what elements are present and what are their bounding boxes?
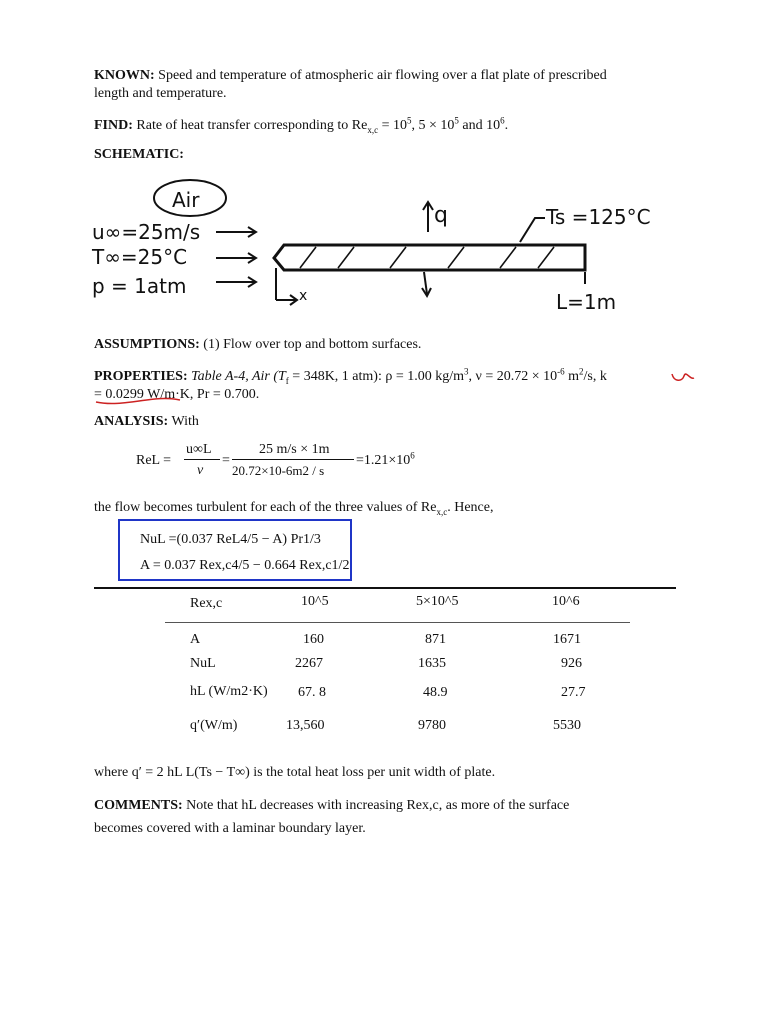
find-exp3: 6 [500,115,505,126]
find-exp1: 5 [406,115,412,126]
comments-text2: becomes covered with a laminar boundary layer. [94,821,366,836]
comments-text1: Note that hL decreases with increasing Rex,c, as more of the surface [186,798,570,813]
table-cell: 2267 [295,656,323,671]
table-header-re: Rex,c [190,596,223,611]
frac1-num: u∞L [186,442,212,457]
q-label: q [434,203,448,228]
properties-sup6: -6 [557,366,565,377]
table-row-label: q′(W/m) [190,718,238,733]
properties-text4: m [564,369,580,384]
table-cell: 48.9 [423,685,448,700]
find-text: Rate of heat transfer corresponding to Re [136,118,368,133]
table-top-rule [94,587,676,589]
ts-leader [520,218,545,242]
u-inf-label: u∞=25m/s [92,220,201,244]
properties-text1: Table A-4, Air (T [191,369,286,384]
table-cell: 67. 8 [298,685,326,700]
re-result-exp: 6 [410,450,415,461]
flow-arrows [216,227,256,287]
table-cell: 926 [561,656,582,671]
comments-label: COMMENTS: [94,798,183,813]
properties-label: PROPERTIES: [94,369,188,384]
table-cell: 9780 [418,718,446,733]
frac2-den: 20.72×10-6m2 / s [232,463,325,478]
air-label: Air [172,188,200,212]
table-cell: 5530 [553,718,581,733]
ts-label: Ts =125°C [546,205,651,229]
re-result [356,452,415,469]
table-cell: 160 [303,632,324,647]
x-axis [276,268,297,305]
assumptions-text: (1) Flow over top and bottom surfaces. [203,337,422,352]
hence-text: . Hence, [447,500,494,515]
properties-line2: = 0.0299 W/m·K, Pr = 0.700. [94,387,260,402]
frac1-den: ν [197,463,204,478]
properties-text3: , ν = 20.72 × 10 [468,369,558,384]
known-line1 [94,67,607,84]
turbulent-line [94,499,494,516]
analysis-line [94,413,199,430]
properties-sup3: 3 [464,366,469,377]
schematic-label: SCHEMATIC: [94,147,184,162]
turbulent-sub: x,c [436,506,448,517]
find-mid: , 5 × 10 [411,118,455,133]
find-exp2: 5 [454,115,459,126]
known-label: KNOWN: [94,68,155,83]
known-text2: length and temperature. [94,86,227,101]
comments-line1 [94,797,569,814]
find-and: and 10 [458,118,501,133]
analysis-label: ANALYSIS: [94,414,169,429]
table-header-col3: 10^6 [552,594,580,609]
find-line [94,117,508,134]
formula-nu: NuL =(0.037 ReL4/5 − A) Pr1/3 [140,532,321,547]
assumptions-label: ASSUMPTIONS: [94,337,200,352]
t-inf-label: T∞=25°C [92,245,188,269]
formula-box [118,519,352,581]
pressure-label: p = 1atm [92,274,187,298]
properties-text5: /s, k [583,369,607,384]
x-label: x [299,288,308,304]
properties-sub-f: f [285,375,289,386]
table-cell: 1635 [418,656,446,671]
properties-sup2: 2 [579,366,584,377]
frac1-bar [184,459,220,460]
red-annotation [94,366,714,406]
turbulent-text: the flow becomes turbulent for each of the three values of Re [94,500,437,515]
table-header-col1: 10^5 [301,594,329,609]
table-cell: 871 [425,632,446,647]
table-row-label: NuL [190,656,216,671]
properties-text2: = 348K, 1 atm): ρ = 1.00 kg/m [288,369,465,384]
find-sub: x,c [367,124,379,135]
table-header-rule [165,622,630,623]
find-label: FIND: [94,118,133,133]
frac2-num: 25 m/s × 1m [259,442,330,457]
analysis-with: With [171,414,199,429]
q-arrow [423,202,433,232]
re-lhs: ReL = [136,453,171,468]
table-row-label: A [190,632,201,647]
find-eq: = 10 [378,118,407,133]
table-cell: 27.7 [561,685,586,700]
table-header-col2: 5×10^5 [416,594,459,609]
known-text1: Speed and temperature of atmospheric air flowing over a flat plate of prescribed [158,68,607,83]
equals-sign: = [222,453,230,468]
find-end: . [504,118,509,133]
down-arrow [422,272,431,296]
plate-hatch [300,247,554,268]
frac2-bar [232,459,354,460]
table-cell: 1671 [553,632,581,647]
assumptions-line [94,336,421,353]
where-line: where q′ = 2 hL L(Ts − T∞) is the total heat loss per unit width of plate. [94,765,496,780]
table-row-label: hL (W/m2·K) [190,684,268,699]
length-label: L=1m [556,290,617,314]
re-result-value: =1.21×10 [356,453,411,468]
table-cell: 13,560 [286,718,325,733]
formula-a: A = 0.037 Rex,c4/5 − 0.664 Rex,c1/2 [140,558,350,573]
